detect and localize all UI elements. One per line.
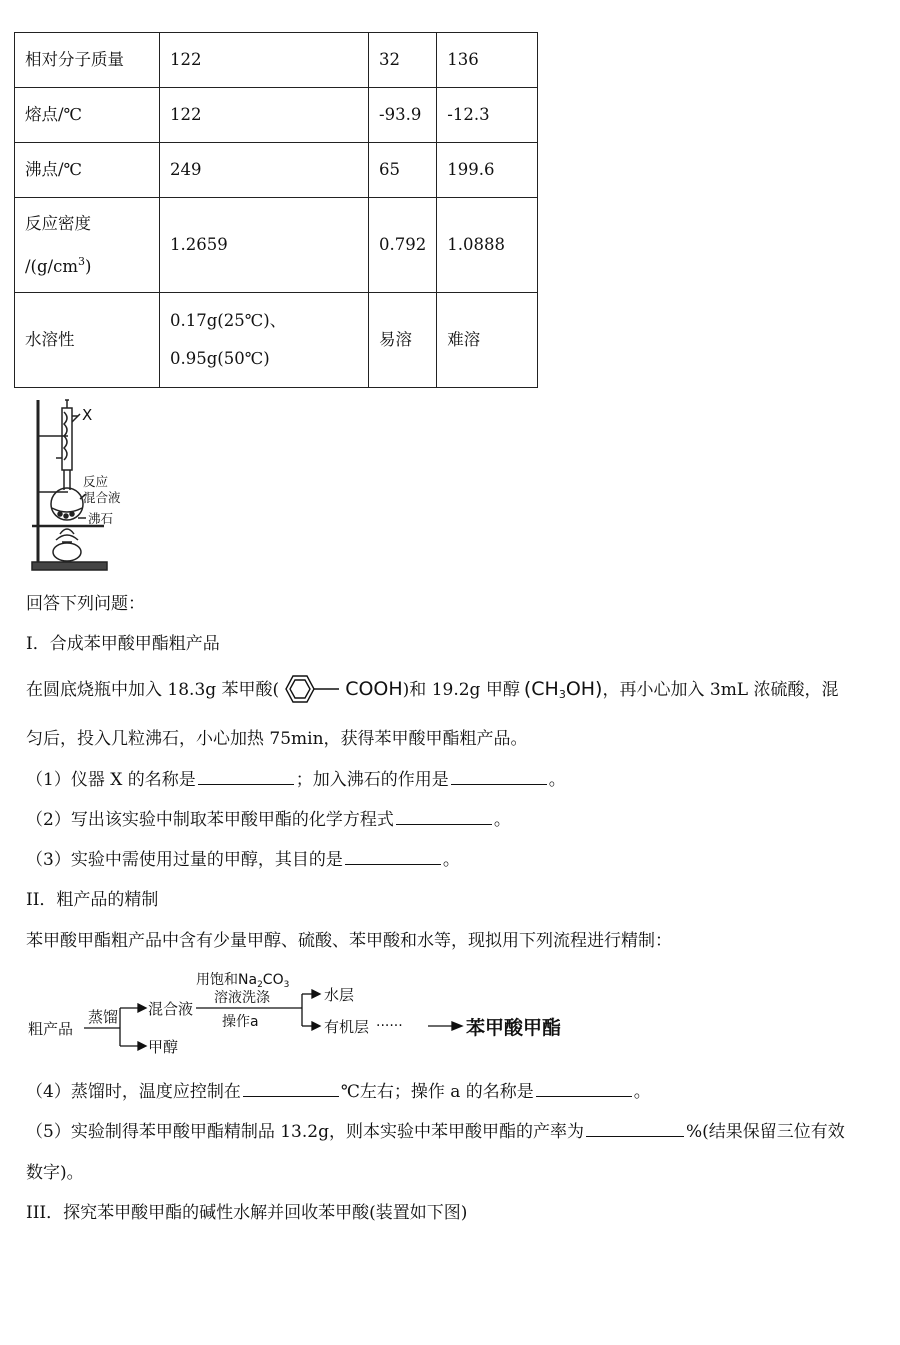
q2-text-b: 。: [493, 810, 511, 830]
question-3: [26, 845, 460, 870]
solubility-line2: 0.95g(50℃): [170, 349, 270, 368]
p1-end: ，再小心加入 3mL 浓硫酸，混: [602, 680, 839, 700]
flow-final-product: 苯甲酸甲酯: [466, 1017, 562, 1039]
p1-start: 在圆底烧瓶中加入 18.3g 苯甲酸(: [26, 680, 280, 700]
cell-methyl-benzoate: 136: [437, 33, 538, 88]
row-label: 熔点/℃: [15, 88, 160, 143]
wash-sub-2: 2: [257, 980, 263, 990]
cell-benzoic-acid: 122: [160, 33, 369, 88]
flow-operation-a: 操作a: [222, 1014, 259, 1030]
cell-methyl-benzoate: 199.6: [437, 143, 538, 198]
cell-methanol: 易溶: [369, 293, 437, 388]
flow-methanol: 甲醇: [148, 1038, 179, 1056]
q4-text-c: 。: [633, 1082, 651, 1102]
cell-benzoic-acid: [160, 293, 369, 388]
wash-text: 用饱和Na: [196, 972, 258, 988]
answer-blank-1[interactable]: [198, 766, 294, 785]
question-5-cont: 数字)。: [26, 1163, 84, 1183]
cell-benzoic-acid: 122: [160, 88, 369, 143]
question-2: [26, 805, 511, 830]
cell-methanol: -93.9: [369, 88, 437, 143]
table-row: [15, 293, 538, 388]
part1-title: I．合成苯甲酸甲酯粗产品: [26, 634, 220, 654]
row-label: 相对分子质量: [15, 33, 160, 88]
label-mixture: 混合液: [83, 490, 121, 505]
answer-blank-6[interactable]: [536, 1078, 632, 1097]
cell-benzoic-acid: 249: [160, 143, 369, 198]
flow-water-layer: 水层: [324, 986, 355, 1004]
answer-blank-3[interactable]: [396, 806, 492, 825]
table-row: [15, 143, 538, 198]
q1-text-c: 。: [548, 770, 566, 790]
question-5: [26, 1117, 845, 1142]
q1-text-b: ；加入沸石的作用是: [295, 770, 449, 790]
cell-methanol: 65: [369, 143, 437, 198]
p1-mid: )和 19.2g 甲醇: [402, 680, 520, 700]
table-row: [15, 88, 538, 143]
unit-text: /(g/cm: [25, 256, 79, 276]
cell-methyl-benzoate: 1.0888: [437, 198, 538, 293]
row-label: 水溶性: [15, 293, 160, 388]
row-label-line2: [25, 243, 149, 286]
q5-text-b: %(结果保留三位有效: [685, 1122, 845, 1142]
wash-co: CO: [262, 972, 284, 988]
question-1: [26, 765, 566, 790]
cell-methanol: 32: [369, 33, 437, 88]
answer-blank-4[interactable]: [345, 846, 441, 865]
methanol-formula-sub: 3: [558, 688, 566, 701]
purification-flow-diagram: [28, 964, 588, 1064]
paragraph-1-line1: [26, 674, 839, 704]
row-label: [15, 198, 160, 293]
intro-line: 回答下列问题：: [26, 594, 145, 614]
cell-methyl-benzoate: 难溶: [437, 293, 538, 388]
benzene-ring-icon: [279, 674, 345, 704]
paragraph-2: 苯甲酸甲酯粗产品中含有少量甲醇、硫酸、苯甲酸和水等，现拟用下列流程进行精制：: [26, 931, 672, 951]
question-4: [26, 1077, 651, 1102]
methanol-formula-b: OH): [565, 678, 603, 700]
label-x: X: [82, 406, 93, 424]
answer-blank-7[interactable]: [586, 1118, 684, 1137]
q4-text-a: （4）蒸馏时，温度应控制在: [26, 1082, 241, 1102]
solubility-line1: 0.17g(25℃)、: [170, 311, 287, 330]
label-boiling-stone: 沸石: [88, 511, 114, 526]
part2-title: II．粗产品的精制: [26, 890, 159, 910]
row-label: 沸点/℃: [15, 143, 160, 198]
part3-title: III．探究苯甲酸甲酯的碱性水解并回收苯甲酸(装置如下图): [26, 1203, 468, 1223]
table-row: [15, 198, 538, 293]
cell-benzoic-acid: 1.2659: [160, 198, 369, 293]
answer-blank-5[interactable]: [243, 1078, 339, 1097]
flow-crude-product: 粗产品: [28, 1020, 74, 1038]
paragraph-1-line2: 匀后，投入几粒沸石，小心加热 75min，获得苯甲酸甲酯粗产品。: [26, 729, 528, 749]
flow-organic-layer: 有机层: [324, 1018, 370, 1036]
reflux-apparatus-diagram: [28, 394, 168, 576]
wash-sub-3: 3: [283, 980, 290, 990]
q3-text-b: 。: [442, 850, 460, 870]
flow-wash-solution: 溶液洗涤: [214, 990, 270, 1006]
row-label-line1: 反应密度: [25, 213, 91, 233]
methanol-formula-a: (CH: [523, 678, 559, 700]
cell-methanol: 0.792: [369, 198, 437, 293]
table-row: [15, 33, 538, 88]
flow-dots: ······: [376, 1018, 403, 1034]
q3-text-a: （3）实验中需使用过量的甲醇，其目的是: [26, 850, 343, 870]
q5-text-a: （5）实验制得苯甲酸甲酯精制品 13.2g，则本实验中苯甲酸甲酯的产率为: [26, 1122, 584, 1142]
answer-blank-2[interactable]: [451, 766, 547, 785]
unit-sup: 3: [78, 254, 86, 268]
cell-methyl-benzoate: -12.3: [437, 88, 538, 143]
flow-mixture: 混合液: [148, 1000, 194, 1018]
q1-text-a: （1）仪器 X 的名称是: [26, 770, 196, 790]
q4-text-b: ℃左右；操作 a 的名称是: [340, 1082, 534, 1102]
unit-end: ): [85, 256, 92, 276]
label-reaction: 反应: [83, 474, 109, 489]
flow-distillation: 蒸馏: [88, 1008, 119, 1026]
properties-table: [14, 32, 538, 388]
q2-text-a: （2）写出该实验中制取苯甲酸甲酯的化学方程式: [26, 810, 394, 830]
carboxyl-group: COOH: [345, 678, 403, 700]
flow-wash-reagent: [196, 972, 289, 990]
